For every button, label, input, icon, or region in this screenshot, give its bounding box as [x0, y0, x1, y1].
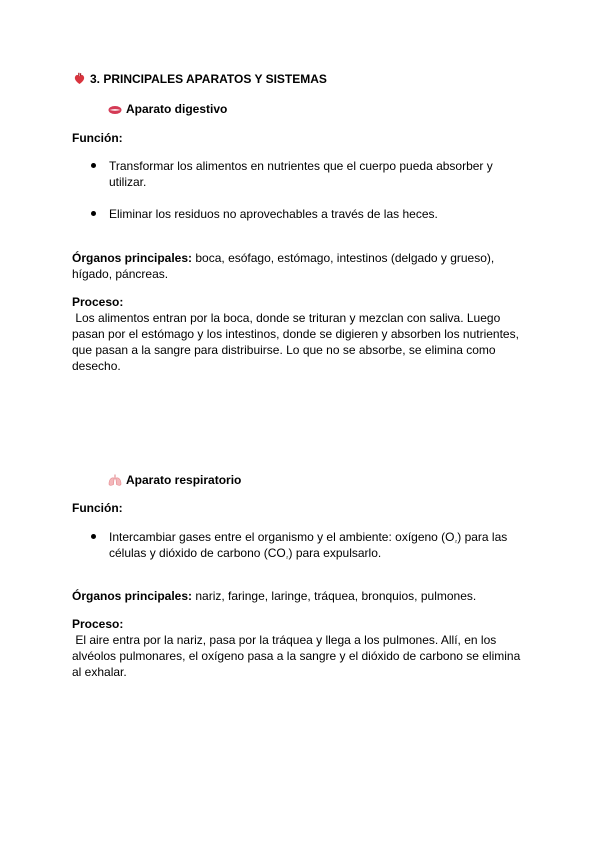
- digestivo-heading: Aparato digestivo: [108, 101, 227, 119]
- respiratorio-bullet-line-2: células y dióxido de carbono $(CO_{_2})$ para expulsarlo.: [109, 546, 382, 560]
- respiratorio-organos: [72, 588, 476, 604]
- digestivo-organos-line-2: hígado, páncreas.: [72, 267, 169, 281]
- digestivo-proceso-line-4: desecho.: [72, 359, 121, 373]
- respiratorio-proceso-label: Proceso:: [72, 617, 124, 631]
- digestivo-proceso-line-2: pasan por el estómago y los intestinos, donde se digieren y absorben los nutrientes,: [72, 327, 519, 341]
- digestivo-proceso-label: Proceso:: [72, 295, 124, 309]
- respiratorio-heading: Aparato respiratorio: [108, 472, 241, 490]
- digestivo-organos-label: Órganos principales:: [72, 251, 193, 265]
- respiratorio-organos-text: nariz, faringe, laringe, tráquea, bronquios, pulmones.: [195, 589, 477, 603]
- respiratorio-organos-label: Órganos principales:: [72, 589, 193, 603]
- bullet-dot: [91, 211, 96, 216]
- digestivo-organos: [72, 250, 494, 266]
- respiratorio-proceso-line-1: El aire entra por la nariz, pasa por la tráquea y llega a los pulmones. Allí, en los: [72, 633, 497, 647]
- bullet-dot: [91, 534, 96, 539]
- digestivo-bullet-1-line-1: Transformar los alimentos en nutrientes que el cuerpo pueda absorber y: [109, 159, 493, 173]
- digestivo-proceso-line-1: Los alimentos entran por la boca, donde se trituran y mezclan con saliva. Luego: [72, 311, 501, 325]
- respiratorio-proceso-line-3: al exhalar.: [72, 665, 127, 679]
- digestivo-bullet-1-line-2: utilizar.: [109, 175, 147, 189]
- digestivo-proceso-line-3: que pasan a la sangre para distribuirse. Lo que no se absorbe, se elimina como: [72, 343, 496, 357]
- bullet-dot: [91, 163, 96, 168]
- respiratorio-funcion-label: Función:: [72, 501, 123, 515]
- digestivo-bullet-2: Eliminar los residuos no aprovechables a través de las heces.: [109, 207, 438, 221]
- digestivo-funcion-label: Función:: [72, 131, 123, 145]
- section-title: 3. PRINCIPALES APARATOS Y SISTEMAS: [73, 71, 327, 89]
- mouth-icon: [108, 103, 122, 119]
- anatomical-heart-icon: [73, 72, 86, 89]
- digestivo-organos-text: boca, esófago, estómago, intestinos (delgado y grueso),: [195, 251, 495, 265]
- lungs-icon: [108, 474, 122, 490]
- respiratorio-proceso-line-2: alvéolos pulmonares, el oxígeno pasa a la sangre y el dióxido de carbono se elimina: [72, 649, 521, 663]
- respiratorio-bullet-line-1: Intercambiar gases entre el organismo y el ambiente: oxígeno $(O_{_2})$ para las: [109, 530, 508, 544]
